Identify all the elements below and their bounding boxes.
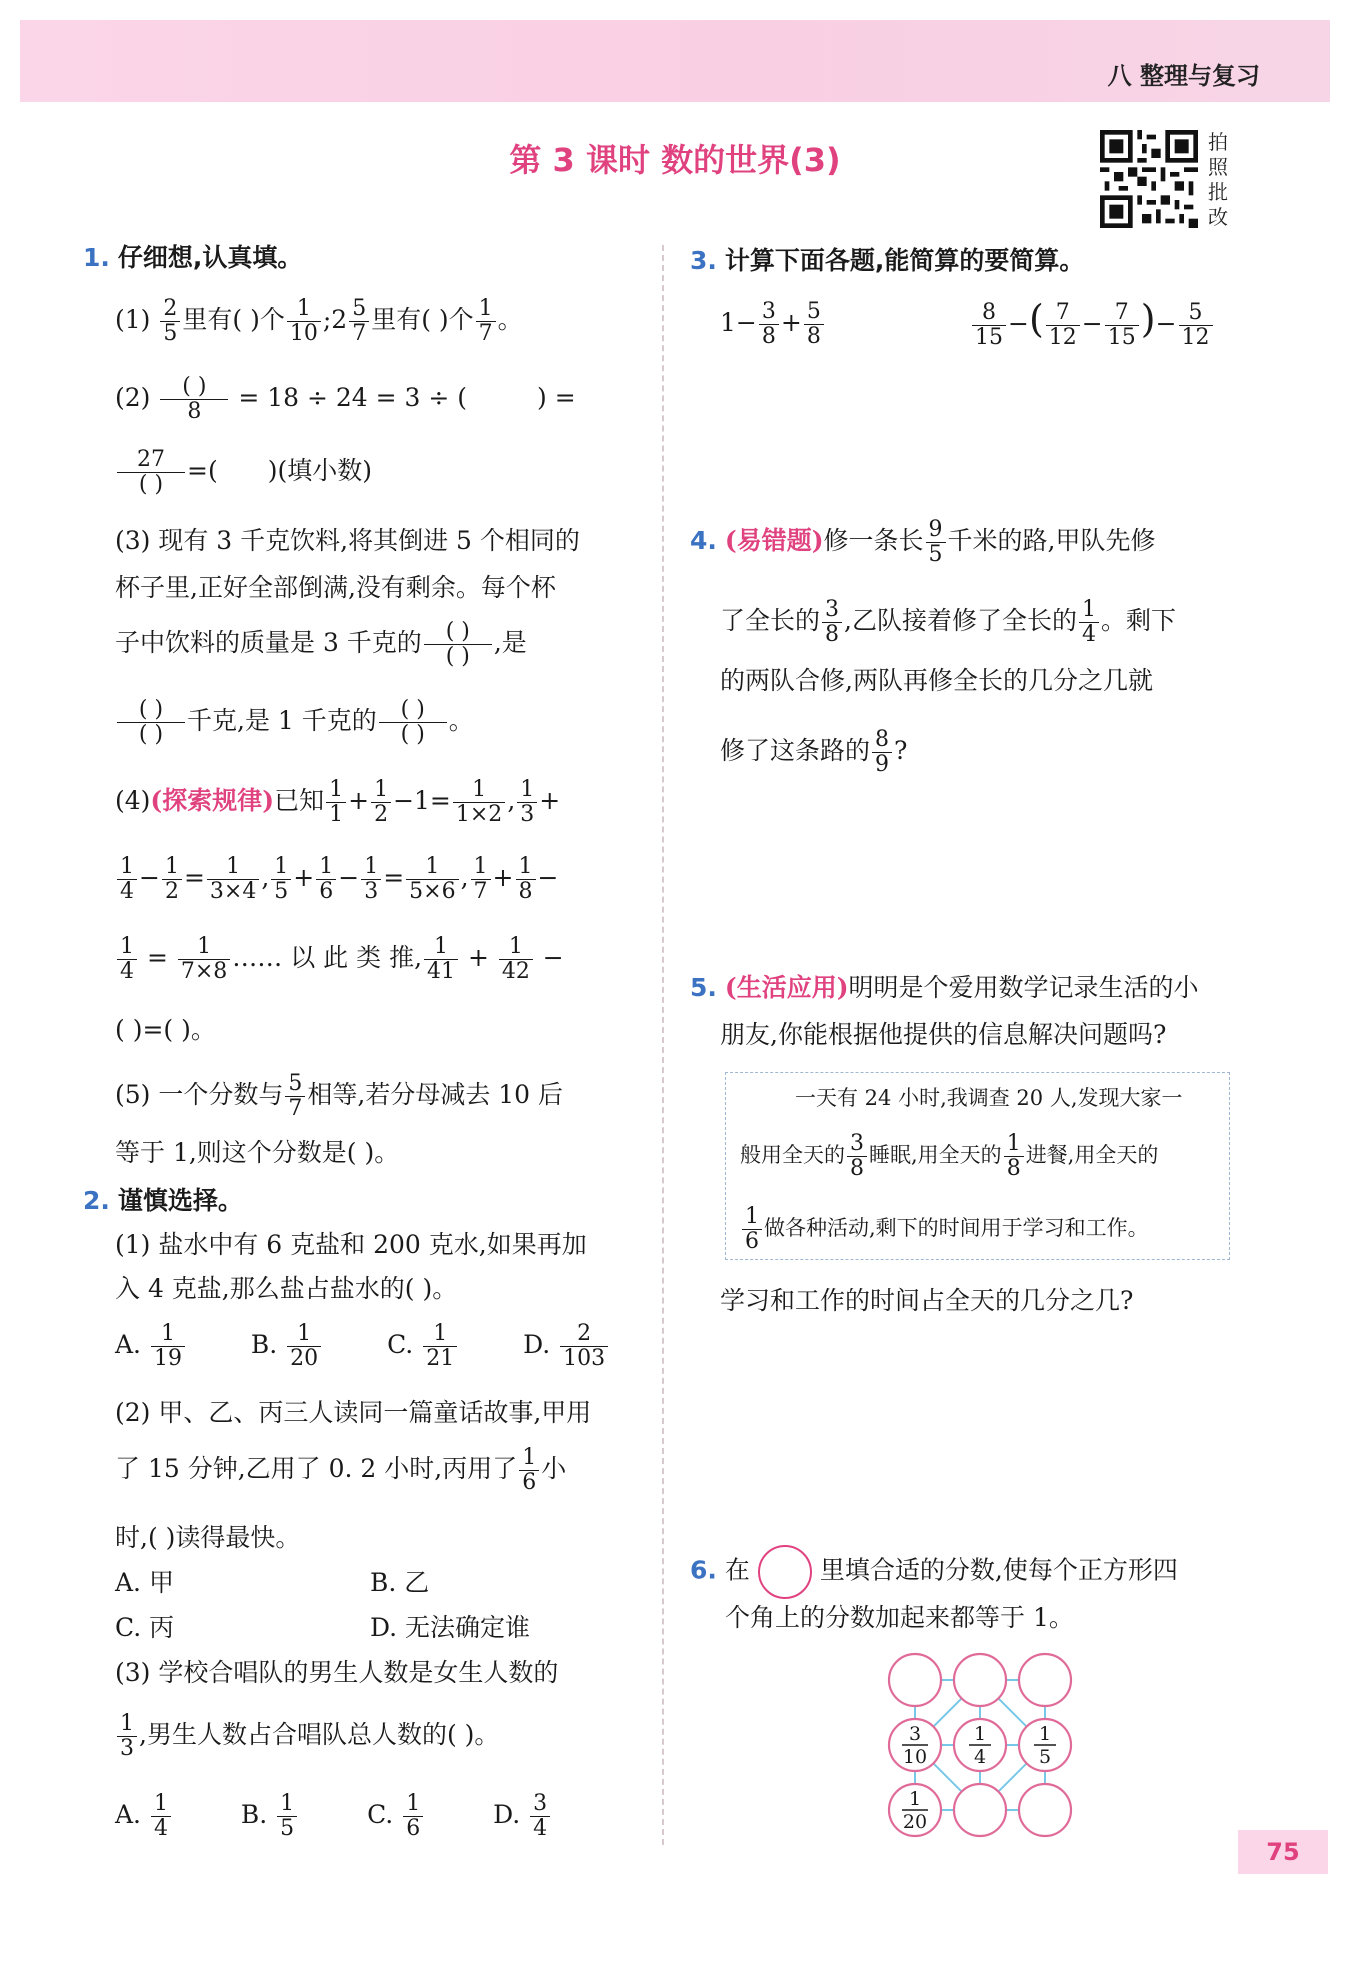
q1-part1: (1) $\frac{2}{5}$ 里有( )个 $\frac{1}{10}$ ;2 $\frac{5}{7}$ 里有( )个 $\frac{1}{7}$ 。 xyxy=(115,296,523,347)
section-header: 八 整理与复习 xyxy=(1107,62,1260,90)
q2-part1-options: A. $\frac{1}{19}$ B. $\frac{1}{20}$ C. $\frac{1}{21}$ D. $\frac{2}{103}$ xyxy=(115,1322,610,1371)
q1-part2: (2) $\frac{( )}{8}$ = 18 ÷ 24 = 3 ÷ ( ) = xyxy=(115,374,576,425)
q6-line2: 个角上的分数加起来都等于 1。 xyxy=(725,1603,1074,1632)
given-r1c2-den: 5 xyxy=(1038,1746,1052,1768)
grid-circle-r2c2 xyxy=(1019,1784,1071,1836)
info-box-line3: $\frac{1}{6}$ 做各种活动,剩下的时间用于学习和工作。 xyxy=(740,1205,1149,1254)
circle-icon xyxy=(758,1545,812,1599)
info-box-line2: 般用全天的 $\frac{3}{8}$ 睡眠,用全天的 $\frac{1}{8}$ 进餐,用全天的 xyxy=(740,1131,1159,1182)
q4-line3: 的两队合修,两队再修全长的几分之几就 xyxy=(720,666,1153,695)
lesson-title: 第 3 课时 数的世界(3) xyxy=(509,141,841,179)
q2-part3-line1: (3) 学校合唱队的男生人数是女生人数的 xyxy=(115,1658,559,1687)
q2-part2-line3: 时,( )读得最快。 xyxy=(115,1523,301,1552)
q1-part2-cont: $\frac{27}{( )}$ =( )(填小数) xyxy=(115,448,372,497)
q1-part4-line4: ( )=( )。 xyxy=(115,1015,216,1044)
grid-circle-r2c1 xyxy=(954,1784,1006,1836)
info-box-line1: 一天有 24 小时,我调查 20 人,发现大家一 xyxy=(795,1086,1183,1110)
page-number: 75 xyxy=(1238,1830,1328,1874)
q5-line2: 朋友,你能根据他提供的信息解决问题吗? xyxy=(720,1020,1167,1049)
q1-part3-line4: $\frac{( )}{( )}$ 千克,是 1 千克的 $\frac{( )}{( )}$ 。 xyxy=(115,698,474,747)
qr-code-icon[interactable] xyxy=(1100,130,1198,228)
given-r1c1-num: 1 xyxy=(973,1723,987,1745)
q5-line1: 5. (生活应用)明明是个爱用数学记录生活的小 xyxy=(690,973,1199,1002)
grid-circle-r0c1 xyxy=(954,1654,1006,1706)
q2-part2-optC: C. 丙 xyxy=(115,1613,175,1642)
q4-line2: 了全长的 $\frac{3}{8}$ ,乙队接着修了全长的 $\frac{1}{4}$ 。剩下 xyxy=(720,597,1176,648)
grid-circle-r0c0 xyxy=(889,1654,941,1706)
q4-line1: 4. (易错题)修一条长 $\frac{9}{5}$ 千米的路,甲队先修 xyxy=(690,517,1156,568)
given-r1c1-den: 4 xyxy=(973,1746,987,1768)
q6-line1: 6. 在 里填合适的分数,使每个正方形四 xyxy=(690,1545,1178,1599)
given-r2c0-den: 20 xyxy=(902,1811,928,1833)
given-r1c2-num: 1 xyxy=(1038,1723,1052,1745)
q1-part3-line3: 子中饮料的质量是 3 千克的 $\frac{( )}{( )}$ ,是 xyxy=(115,619,527,670)
q1-part3-line2: 杯子里,正好全部倒满,没有剩余。每个杯 xyxy=(115,573,556,602)
q1-part3-line1: (3) 现有 3 千克饮料,将其倒进 5 个相同的 xyxy=(115,526,580,555)
q3-expr1: 1− $\frac{3}{8}$ + $\frac{5}{8}$ xyxy=(720,300,826,349)
scan-label: 拍 照 批 改 xyxy=(1208,130,1228,229)
q1-part4-line2: $\frac{1}{4}$ − $\frac{1}{2}$ = $\frac{1}{3\times 4}$ , $\frac{1}{5}$ + $\frac{1}{6}$ − $\frac{1}{3}$ = $\frac{1}{5\times 6}$ , $\frac{1}{7}$ + $\frac{1}{8}$ − xyxy=(115,855,558,904)
given-r1c0-num: 3 xyxy=(908,1723,922,1745)
q1-part4-line3: $\frac{1}{4}$ = $\frac{1}{7\times 8}$ …… 以 此 类 推, $\frac{1}{41}$ + $\frac{1}{42}$ − xyxy=(115,935,564,984)
q2-part1-line1: (1) 盐水中有 6 克盐和 200 克水,如果再加 xyxy=(115,1230,587,1259)
q1-part5-line2: 等于 1,则这个分数是( )。 xyxy=(115,1138,400,1167)
circle-grid xyxy=(880,1650,1080,1850)
grid-circle-r0c2 xyxy=(1019,1654,1071,1706)
given-r2c0-num: 1 xyxy=(908,1788,922,1810)
q1-heading: 1. 仔细想,认真填。 xyxy=(83,243,303,272)
q2-part2-optB: B. 乙 xyxy=(370,1568,430,1597)
q2-part2-line1: (2) 甲、乙、丙三人读同一篇童话故事,甲用 xyxy=(115,1398,592,1427)
q2-part2-optA: A. 甲 xyxy=(115,1568,174,1597)
q2-part1-line2: 入 4 克盐,那么盐占盐水的( )。 xyxy=(115,1274,458,1303)
q4-line4: 修了这条路的 $\frac{8}{9}$ ? xyxy=(720,727,908,778)
q1-part4-line1: (4)(探索规律)已知 $\frac{1}{1}$ + $\frac{1}{2}$ −1= $\frac{1}{1\times 2}$ , $\frac{1}{3}$ + xyxy=(115,777,561,828)
q1-part5-line1: (5) 一个分数与 $\frac{5}{7}$ 相等,若分母减去 10 后 xyxy=(115,1071,564,1122)
column-divider xyxy=(662,245,664,1845)
q2-part2-line2: 了 15 分钟,乙用了 0. 2 小时,丙用了 $\frac{1}{6}$ 小 xyxy=(115,1445,567,1496)
q2-part3-line2: $\frac{1}{3}$ ,男生人数占合唱队总人数的( )。 xyxy=(115,1712,499,1761)
q3-expr2: $\frac{8}{15}$ −( $\frac{7}{12}$ − $\frac{7}{15}$ )− $\frac{5}{12}$ xyxy=(970,300,1215,350)
given-r1c0-den: 10 xyxy=(902,1746,928,1768)
q3-heading: 3. 计算下面各题,能简算的要简算。 xyxy=(690,246,1085,275)
q2-part3-options: A. $\frac{1}{4}$ B. $\frac{1}{5}$ C. $\frac{1}{6}$ D. $\frac{3}{4}$ xyxy=(115,1792,552,1841)
q2-part2-optD: D. 无法确定谁 xyxy=(370,1613,531,1642)
q5-question: 学习和工作的时间占全天的几分之几? xyxy=(720,1286,1134,1315)
q2-heading: 2. 谨慎选择。 xyxy=(83,1186,243,1215)
